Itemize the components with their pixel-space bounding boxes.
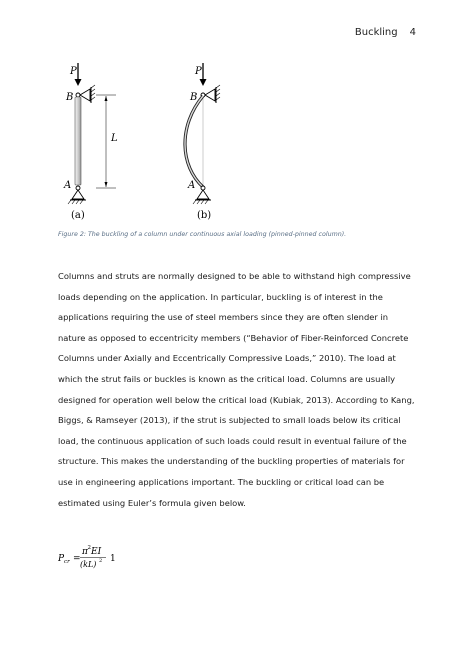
top-pin-label: B	[190, 92, 198, 103]
page-header	[355, 27, 416, 38]
straight-column	[75, 97, 81, 185]
formula-equals: =	[73, 554, 81, 564]
load-label: P	[70, 66, 77, 77]
equation-number: 1	[110, 554, 116, 564]
length-label: L	[111, 133, 118, 144]
diagram-a-label: (a)	[71, 210, 85, 221]
formula-lhs-subscript: cr	[64, 559, 70, 565]
bottom-pin-label: A	[188, 180, 196, 191]
running-title: Buckling	[354, 27, 398, 38]
diagram-straight-column	[63, 63, 118, 221]
page-number: 4	[409, 27, 416, 38]
buckling-figure	[58, 60, 418, 225]
body-paragraph: Columns and struts are normally designed to be able to withstand high compressive loads depending on the application. In particular, buckling is of interest in the applications requiring the use of steel members since they are often slender in nature as opposed to eccentricity members (“Behavior of Fiber-Reinforced Concrete Columns under Axially and Eccentrically Compressive Loads,” 2010). The load at which the strut fails or buckles is known as the critical load. Columns are usually designed for operation well below the critical load (Kubiak, 2013). According to Kang, Biggs, & Ramseyer (2013), if the strut is subjected to small loads below its critical load, the continuous application of such loads could result in eventual failure of the structure. This makes the understanding of the buckling properties of materials for use in engineering applications important. The buckling or critical load can be estimated using Euler’s formula given below.	[58, 271, 415, 508]
diagram-buckled-column	[185, 63, 220, 221]
euler-formula	[58, 542, 178, 572]
figure-caption: Figure 2: The buckling of a column under continuous axial loading (pinned-pinned column).	[58, 231, 347, 238]
formula-lhs: P	[58, 554, 65, 564]
bottom-pin-label: A	[64, 180, 72, 191]
top-pin-label: B	[66, 92, 74, 103]
formula-denominator: (kL)	[80, 560, 97, 569]
formula-numerator-rest: EI	[91, 547, 102, 557]
formula-numerator-sup: 2	[87, 545, 91, 551]
bottom-pin-support-icon	[193, 186, 211, 204]
top-pin-support-icon	[201, 85, 220, 103]
load-label: P	[195, 66, 202, 77]
formula-denominator-sup: 2	[99, 558, 103, 564]
formula-numerator-pi: π	[82, 547, 88, 557]
diagram-b-label: (b)	[197, 210, 212, 221]
